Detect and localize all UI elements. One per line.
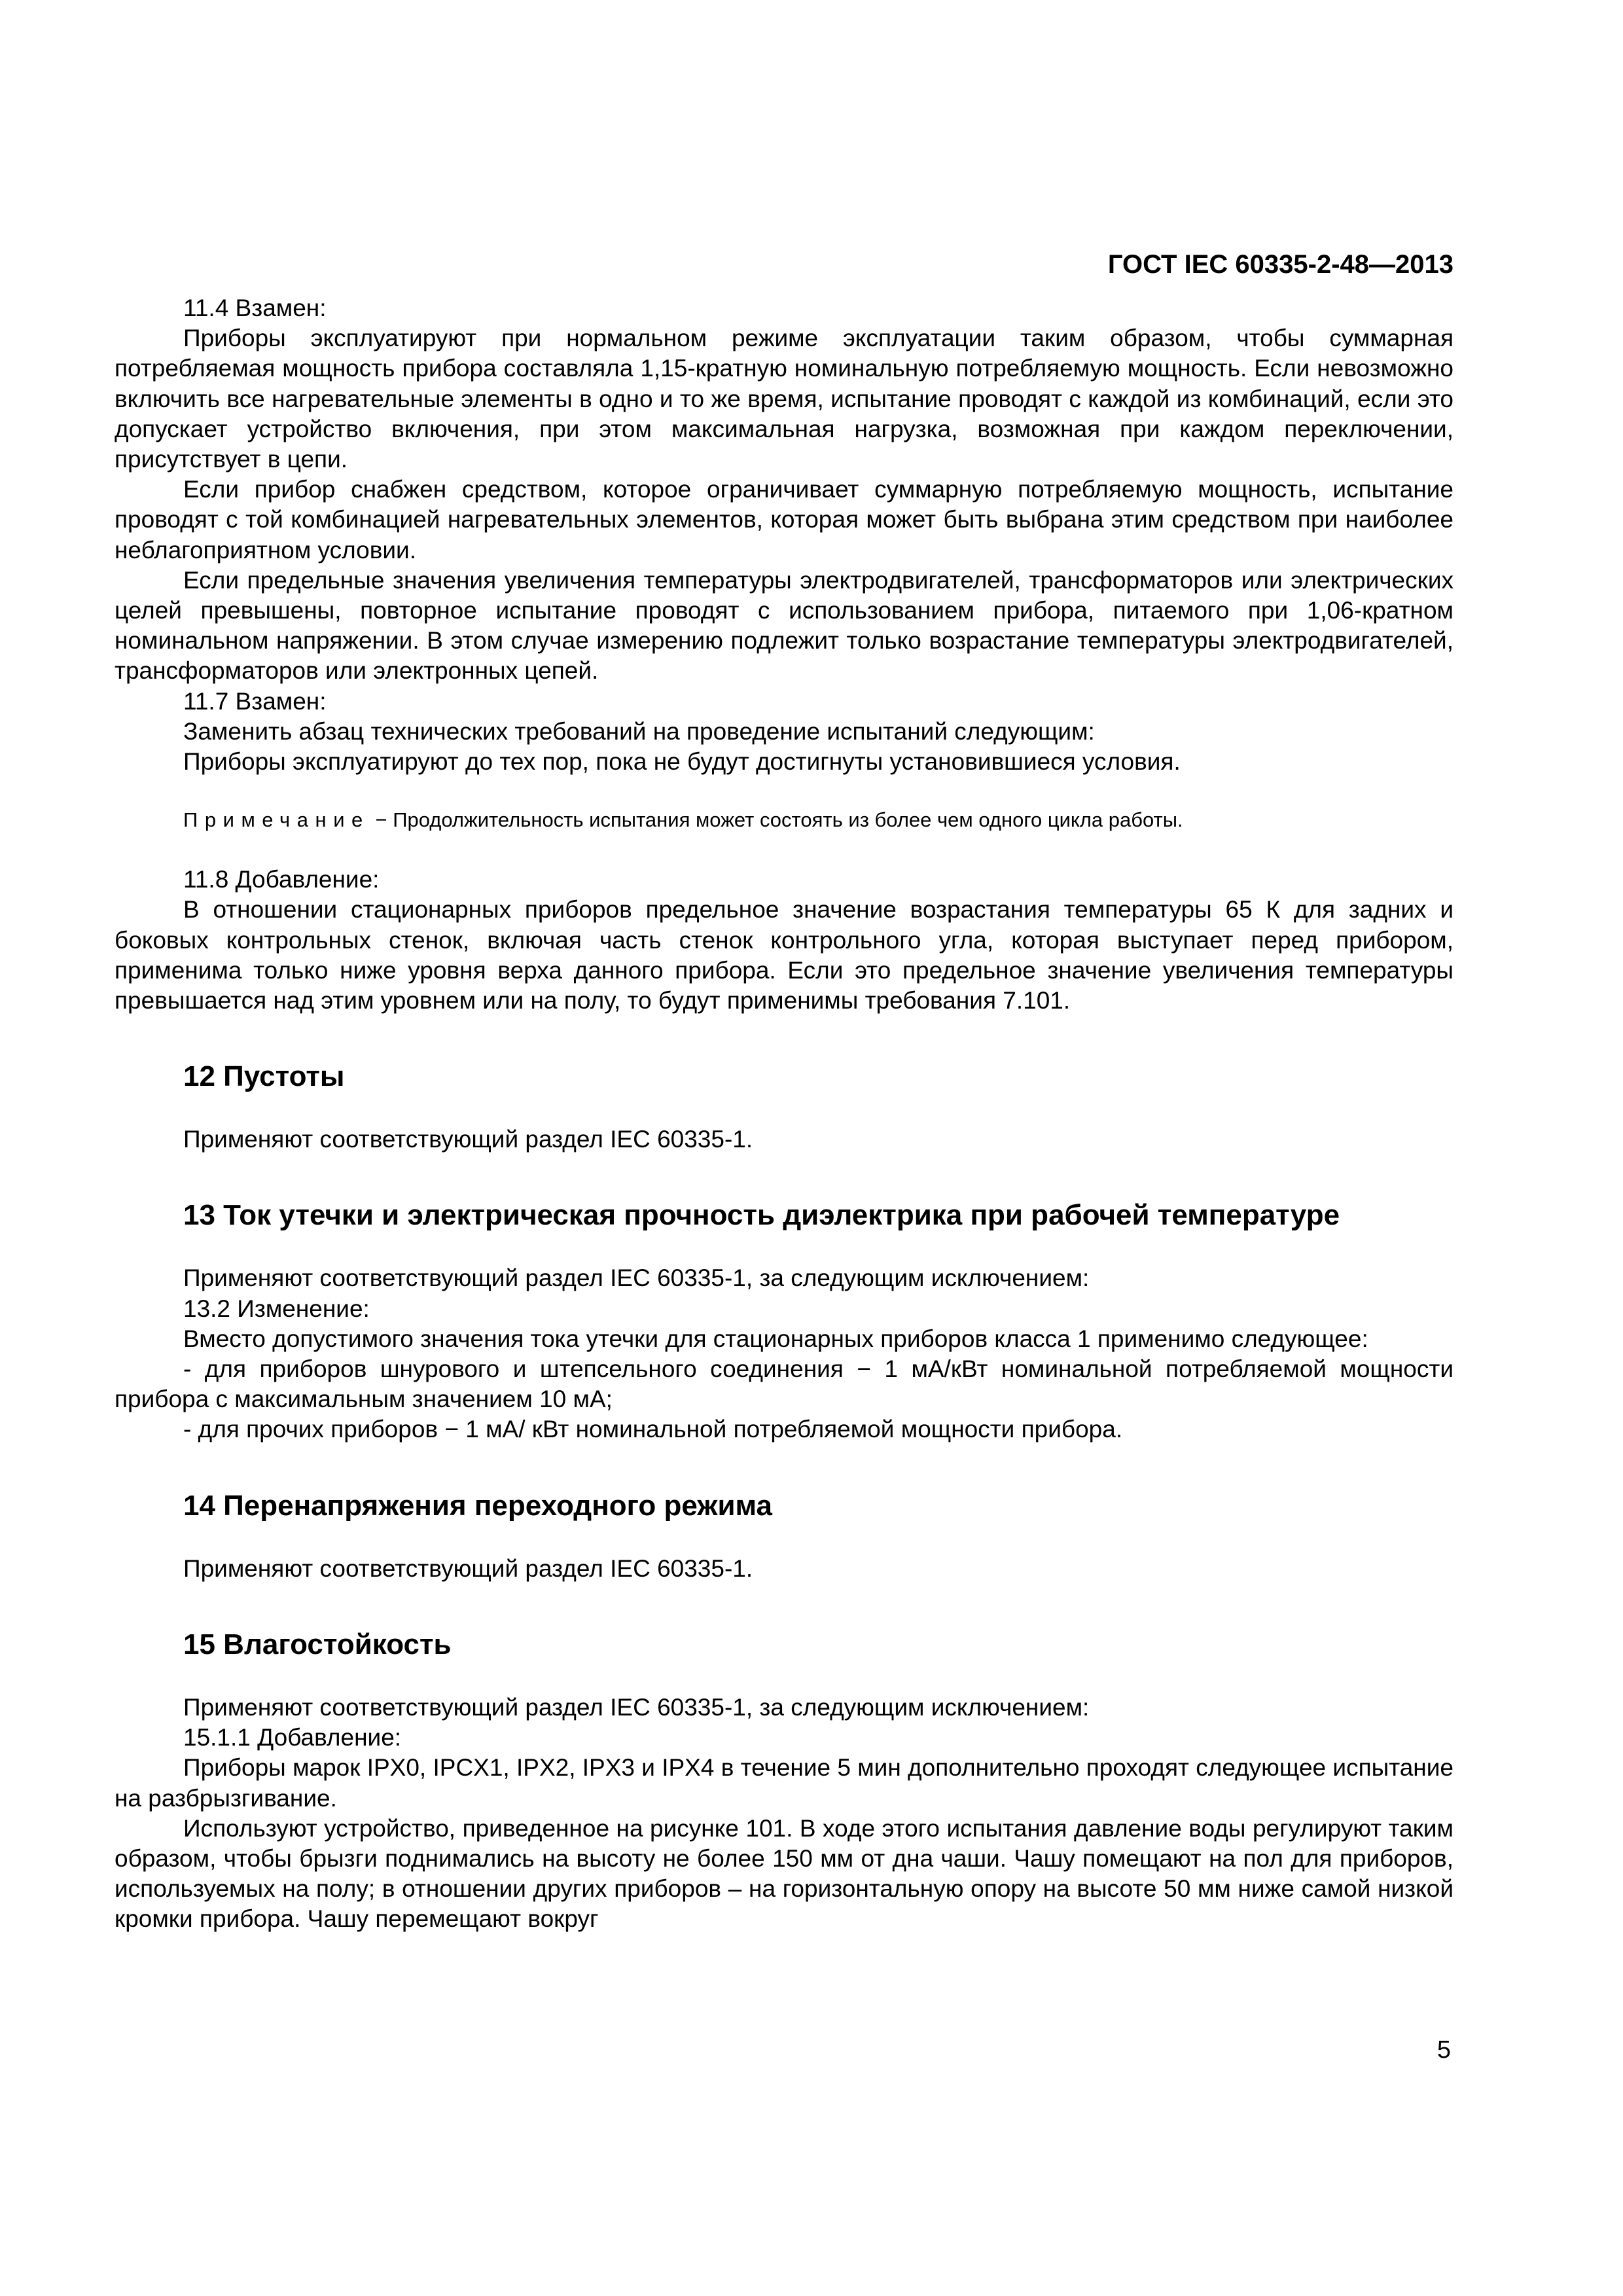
section-12-paragraph-1: Применяют соответствующий раздел IEC 60335-1. [183, 1126, 753, 1153]
clause-13-2-title: 13.2 Изменение: [183, 1295, 370, 1322]
clause-11-4-paragraph-2: Если прибор снабжен средством, которое ограничивает суммарную потребляемую мощность, испытание проводят с той комбинацией нагревательных элементов, которая может быть выбрана этим средством при наиболее неблагоприятном условии. [115, 476, 1454, 564]
clause-11-4-paragraph-1: Приборы эксплуатируют при нормальном режиме эксплуатации таким образом, чтобы суммарная потребляемая мощность прибора составляла 1,15-кратную номинальную потребляемую мощность. Если невозможно включить все нагревательные элементы в одно и то же время, испытание проводят с каждой из комбинаций, если это допускает устройство включения, при этом максимальная нагрузка, возможная при каждом переключении, присутствует в цепи. [115, 325, 1454, 473]
clause-11-8-paragraph-1: В отношении стационарных приборов предельное значение возрастания температуры 65 К для задних и боковых контрольных стенок, включая часть стенок контрольного угла, которая выступает перед прибором, применима только ниже уровня верха данного прибора. Если это предельное значение увеличения температуры превышается над этим уровнем или на полу, то будут применимы требования 7.101. [115, 896, 1454, 1014]
document-code-header: ГОСТ IEC 60335-2-48—2013 [1107, 250, 1454, 279]
section-14-heading: 14 Перенапряжения переходного режима [183, 1489, 772, 1522]
clause-15-1-1-paragraph-2: Используют устройство, приведенное на рисунке 101. В ходе этого испытания давление воды регулируют таким образом, чтобы брызги поднимались на высоту не более 150 мм от дна чаши. Чашу помещают на пол для приборов, используемых на полу; в отношении других приборов – на горизонтальную опору на высоте 50 мм ниже самой низкой кромки прибора. Чашу перемещают вокруг [115, 1814, 1454, 1933]
clause-15-1-1-title: 15.1.1 Добавление: [183, 1724, 402, 1751]
clause-15-1-1-paragraph-1: Приборы марок IPX0, IPCX1, IPX2, IPX3 и IPX4 в течение 5 мин дополнительно проходят следующее испытание на разбрызгивание. [115, 1754, 1454, 1812]
section-15-heading: 15 Влагостойкость [183, 1628, 452, 1660]
note-text: Продолжительность испытания может состоять из более чем одного цикла работы. [393, 808, 1183, 832]
note-label: Примечание [183, 808, 370, 832]
clause-13-2-list-item-2: - для прочих приборов − 1 мА/ кВт номинальной потребляемой мощности прибора. [183, 1416, 1123, 1443]
document-body [115, 293, 1454, 1935]
section-15-paragraph-1: Применяют соответствующий раздел IEC 60335-1, за следующим исключением: [183, 1693, 1090, 1721]
section-14-paragraph-1: Применяют соответствующий раздел IEC 60335-1. [183, 1554, 753, 1582]
clause-13-2-paragraph-1: Вместо допустимого значения тока утечки для стационарных приборов класса 1 применимо следующее: [183, 1325, 1368, 1352]
section-12-heading: 12 Пустоты [183, 1060, 345, 1093]
note-separator: − [369, 808, 393, 832]
clause-11-8-title: 11.8 Добавление: [183, 866, 380, 893]
page-number: 5 [1436, 2036, 1451, 2064]
clause-11-4-paragraph-3: Если предельные значения увеличения температуры электродвигателей, трансформаторов или электрических целей превышены, повторное испытание проводят с использованием прибора, питаемого при 1,06-кратном номинальном напряжении. В этом случае измерению подлежит только возрастание температуры электродвигателей, трансформаторов или электронных цепей. [115, 566, 1454, 685]
clause-11-7-paragraph-1: Заменить абзац технических требований на проведение испытаний следующим: [183, 717, 1095, 745]
clause-11-7-title: 11.7 Взамен: [183, 687, 327, 715]
section-13-heading: 13 Ток утечки и электрическая прочность диэлектрика при рабочей температуре [183, 1199, 1340, 1232]
clause-11-4-title: 11.4 Взамен: [183, 295, 327, 321]
section-13-paragraph-1: Применяют соответствующий раздел IEC 60335-1, за следующим исключением: [183, 1265, 1090, 1292]
clause-11-7-paragraph-2: Приборы эксплуатируют до тех пор, пока не будут достигнуты установившиеся условия. [183, 748, 1181, 776]
note [115, 807, 1454, 833]
clause-13-2-list-item-1: - для приборов шнурового и штепсельного соединения − 1 мА/кВт номинальной потребляемой мощности прибора с максимальным значением 10 мА; [115, 1355, 1454, 1413]
